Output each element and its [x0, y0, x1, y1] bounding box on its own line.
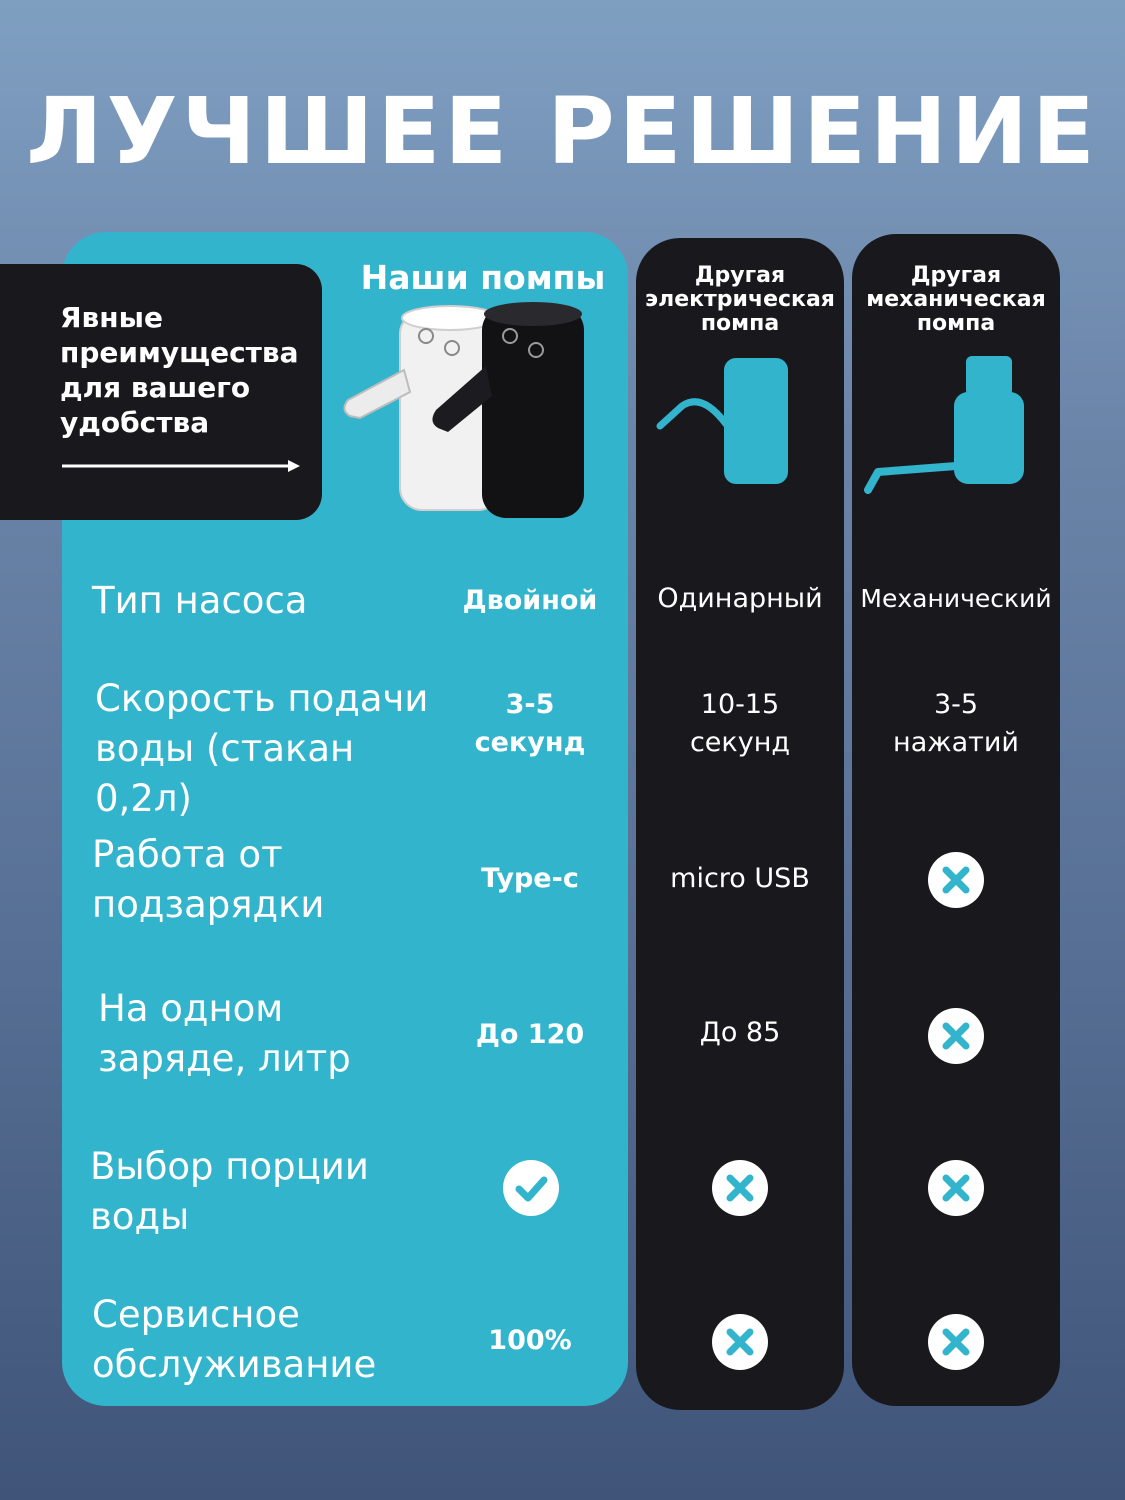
row-label-service: Сервисное обслуживание — [92, 1293, 377, 1386]
check-icon — [503, 1160, 559, 1216]
electric-speed: 10-15 секунд — [689, 689, 791, 758]
row-label-capacity: На одном заряде, литр — [98, 987, 351, 1080]
page-title: ЛУЧШЕЕ РЕШЕНИЕ — [26, 78, 1099, 185]
mechanical-pump-icon — [862, 354, 1032, 494]
header-line: механическая — [866, 287, 1046, 312]
cross-icon — [928, 1160, 984, 1216]
electric-pump-icon — [652, 354, 802, 489]
row-label-portion: Выбор порции воды — [90, 1145, 369, 1238]
ours-pump-type: Двойной — [462, 585, 598, 616]
callout-text: Явные преимущества для вашего удобства — [60, 301, 299, 439]
product-pumps-image — [340, 300, 600, 525]
ours-service: 100% — [488, 1325, 572, 1356]
other-electric-header — [636, 264, 844, 336]
header-line: помпа — [700, 311, 780, 336]
ours-speed: 3-5 секунд — [474, 689, 586, 758]
header-line: помпа — [916, 311, 996, 336]
our-pumps-header: Наши помпы — [360, 258, 606, 297]
other-mechanical-header — [852, 264, 1060, 336]
header-line: Другая — [910, 263, 1002, 288]
electric-pump-type: Одинарный — [657, 583, 823, 614]
mechanical-speed: 3-5 нажатий — [893, 689, 1019, 758]
electric-capacity: До 85 — [699, 1017, 781, 1048]
cross-icon — [928, 852, 984, 908]
row-label-pump-type: Тип насоса — [92, 579, 308, 622]
cross-icon — [712, 1160, 768, 1216]
arrow-right-icon — [62, 459, 302, 473]
header-line: Другая — [694, 263, 786, 288]
row-label-speed: Скорость подачи воды (стакан 0,2л) — [95, 677, 429, 820]
electric-charging: micro USB — [670, 863, 810, 894]
mechanical-pump-type: Механический — [860, 584, 1052, 613]
cross-icon — [928, 1314, 984, 1370]
cross-icon — [712, 1314, 768, 1370]
cross-icon — [928, 1008, 984, 1064]
header-line: электрическая — [645, 287, 835, 312]
ours-charging: Type-c — [481, 863, 579, 894]
row-label-charging: Работа от подзарядки — [92, 833, 325, 926]
ours-capacity: До 120 — [475, 1019, 585, 1050]
